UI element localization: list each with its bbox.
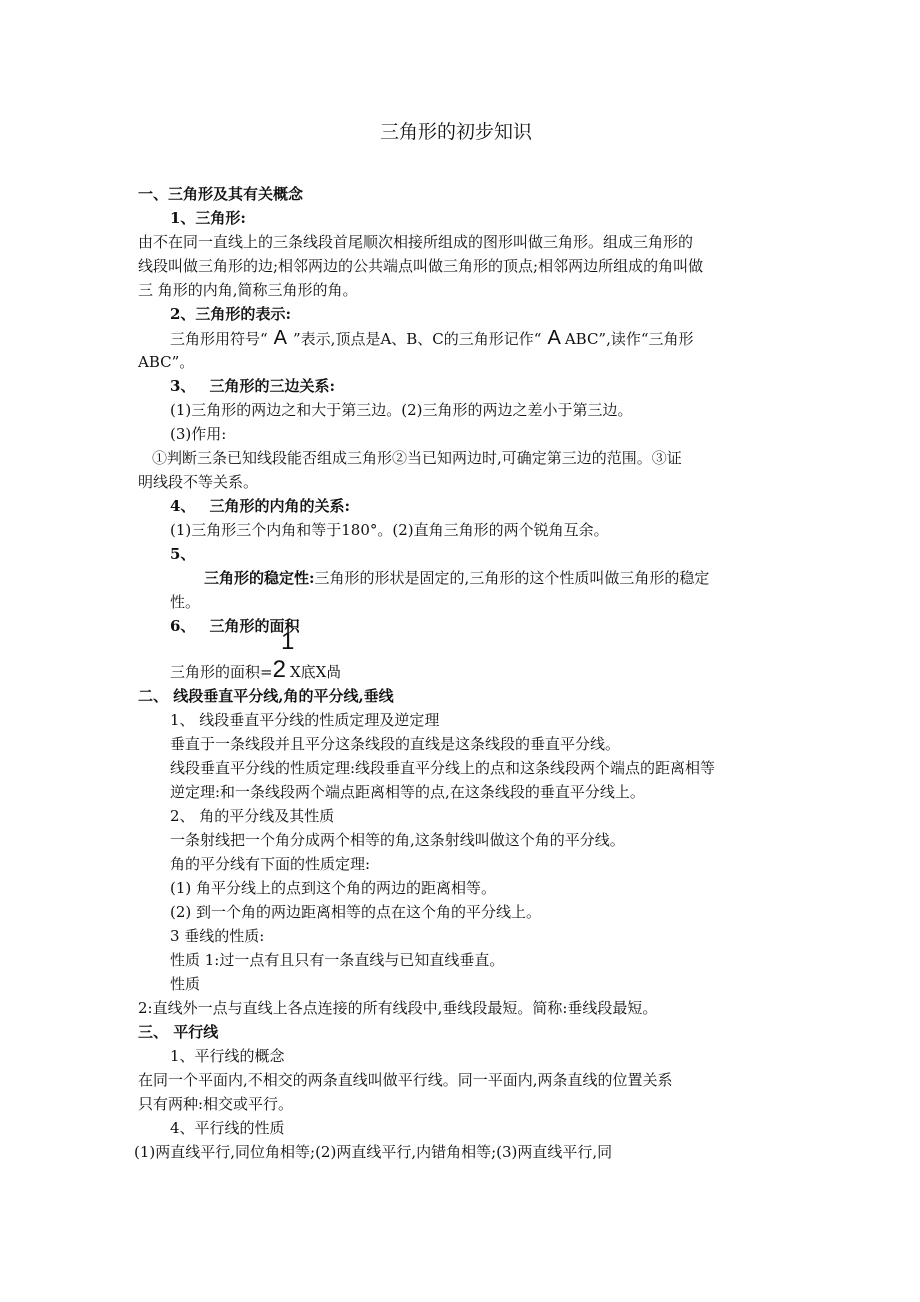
paragraph-line: 角的平分线有下面的性质定理: — [170, 855, 371, 873]
paragraph-line: 线段叫做三角形的边;相邻两边的公共端点叫做三角形的顶点;相邻两边所组成的角叫做 — [138, 257, 704, 275]
paragraph-line: 三 角形的内角,简称三角形的角。 — [138, 281, 358, 299]
subsection-3-1-heading: 1、平行线的概念 — [170, 1047, 285, 1065]
paragraph-line: 在同一个平面内,不相交的两条直线叫做平行线。同一平面内,两条直线的位置关系 — [138, 1071, 673, 1089]
stability-text: 三角形的形状是固定的,三角形的这个性质叫做三角形的稳定 — [314, 569, 710, 587]
paragraph-line: 逆定理:和一条线段两个端点距离相等的点,在这条线段的垂直平分线上。 — [170, 783, 645, 801]
notation-text-a: 三角形用符号“ — [170, 330, 268, 348]
triangle-symbol: A — [547, 327, 561, 349]
paragraph-line: (1)两直线平行,同位角相等;(2)两直线平行,内错角相等;(3)两直线平行,同 — [134, 1143, 613, 1161]
fraction-numerator: 1 — [281, 628, 295, 655]
fraction-denominator: 2 — [272, 656, 286, 683]
notation-line — [170, 328, 694, 349]
subsection-2-3-heading: 3 垂线的性质: — [170, 927, 265, 945]
paragraph-line: 只有两种:相交或平行。 — [138, 1095, 294, 1113]
triangle-symbol: A — [273, 327, 288, 349]
subsection-1-5-number: 5、 — [170, 545, 196, 563]
notation-text-c: ABC”,读作“三角形 — [564, 330, 694, 348]
section-1-heading: 一、三角形及其有关概念 — [138, 185, 304, 203]
paragraph-line: (1) 角平分线上的点到这个角的两边的距离相等。 — [170, 879, 497, 897]
paragraph-line: 明线段不等关系。 — [138, 473, 259, 491]
section-3-heading: 三、 平行线 — [138, 1023, 219, 1041]
subsection-title: 三角形的内角的关系: — [209, 497, 350, 515]
paragraph-line: 性质 — [170, 975, 201, 993]
page-title: 三角形的初步知识 — [380, 121, 533, 143]
paragraph-line: ①判断三条已知线段能否组成三角形②当已知两边时,可确定第三边的范围。③证 — [152, 449, 682, 467]
section-2-heading: 二、 线段垂直平分线,角的平分线,垂线 — [138, 687, 394, 705]
subsection-number: 4、 — [170, 497, 196, 515]
area-formula-text-a: 三角形的面积= — [170, 663, 273, 681]
subsection-3-4-heading: 4、平行线的性质 — [170, 1119, 285, 1137]
subsection-number: 3、 — [170, 377, 196, 395]
paragraph-line: (2) 到一个角的两边距离相等的点在这个角的平分线上。 — [170, 903, 542, 921]
paragraph-line: (1)三角形三个内角和等于180°。(2)直角三角形的两个锐角互余。 — [170, 521, 609, 539]
subsection-title: 三角形的三边关系: — [209, 377, 335, 395]
subsection-2-2-heading: 2、 角的平分线及其性质 — [170, 807, 335, 825]
paragraph-line: ABC”。 — [138, 353, 195, 371]
paragraph-line: (3)作用: — [170, 425, 227, 443]
stability-line — [204, 568, 709, 588]
subsection-2-1-heading: 1、 线段垂直平分线的性质定理及逆定理 — [170, 711, 440, 729]
paragraph-line: 性质 1:过一点有且只有一条直线与已知直线垂直。 — [170, 951, 505, 969]
subsection-title: 三角形的稳定性: — [204, 569, 315, 587]
paragraph-line: 一条射线把一个角分成两个相等的角,这条射线叫做这个角的平分线。 — [170, 831, 625, 849]
paragraph-line: (1)三角形的两边之和大于第三边。(2)三角形的两边之差小于第三边。 — [170, 401, 633, 419]
area-formula-line — [170, 658, 341, 682]
subsection-1-3-heading — [170, 376, 335, 396]
subsection-1-2-heading: 2、三角形的表示: — [170, 305, 291, 323]
subsection-number: 6、 — [170, 617, 196, 635]
paragraph-line: 由不在同一直线上的三条线段首尾顺次相接所组成的图形叫做三角形。组成三角形的 — [138, 233, 694, 251]
subsection-title: 三角形的面积 — [209, 617, 300, 635]
area-formula-text-b: X底X咼 — [289, 663, 342, 681]
paragraph-line: 2:直线外一点与直线上各点连接的所有线段中,垂线段最短。简称:垂线段最短。 — [138, 999, 658, 1017]
notation-text-b: ”表示,顶点是A、B、C的三角形记作“ — [293, 330, 542, 348]
paragraph-line: 线段垂直平分线的性质定理:线段垂直平分线上的点和这条线段两个端点的距离相等 — [170, 759, 716, 777]
paragraph-line: 性。 — [170, 593, 201, 611]
subsection-1-4-heading — [170, 496, 350, 516]
subsection-1-1-heading: 1、三角形: — [170, 209, 246, 227]
paragraph-line: 垂直于一条线段并且平分这条线段的直线是这条线段的垂直平分线。 — [170, 735, 621, 753]
